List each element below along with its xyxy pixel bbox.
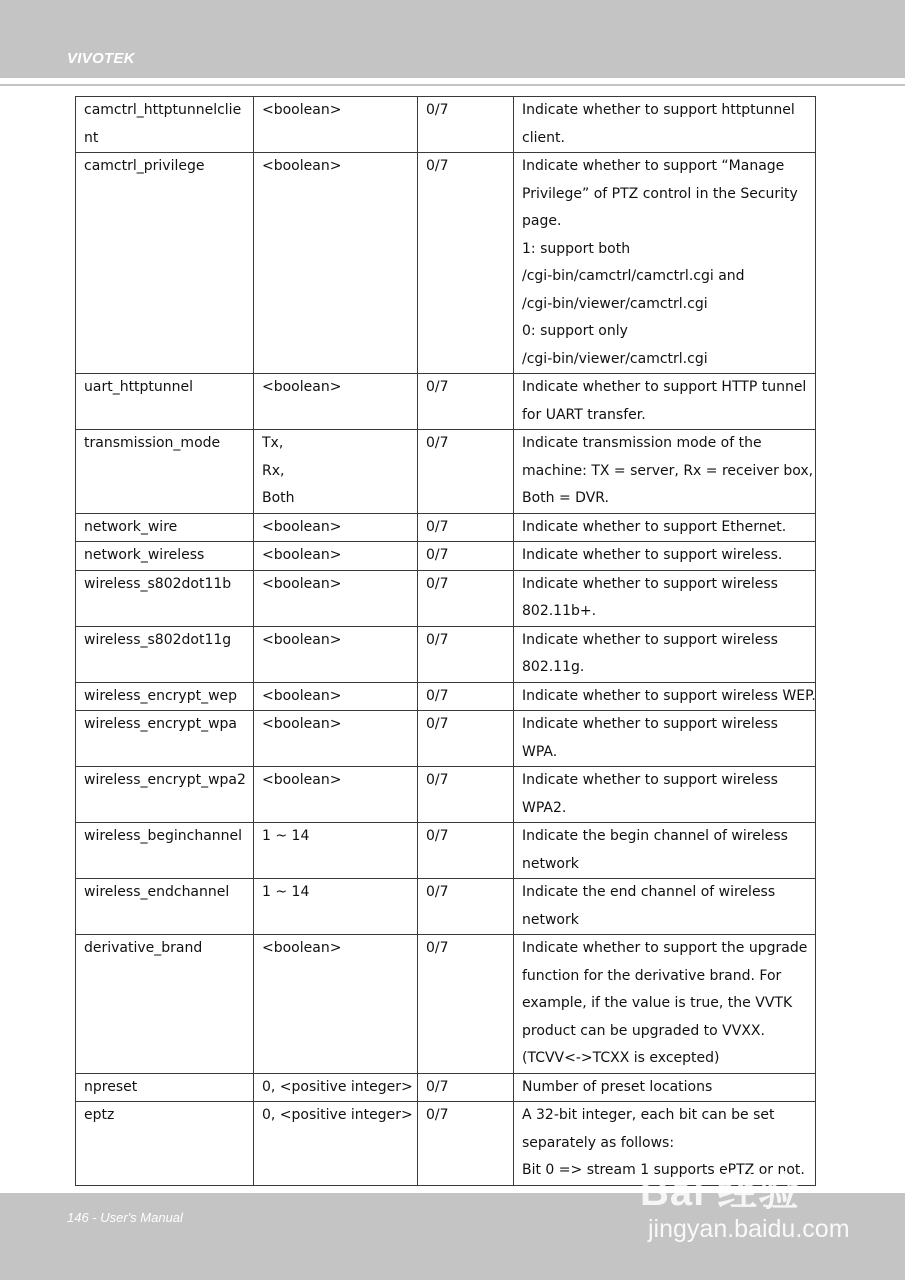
table-row — [76, 1102, 816, 1186]
cell-text-line: uart_httptunnel — [84, 379, 194, 395]
header-divider — [0, 84, 905, 86]
param-name-cell — [76, 97, 254, 153]
param-name-cell — [76, 767, 254, 823]
cell-text-line: 0/7 — [426, 518, 449, 535]
param-security-cell — [418, 374, 514, 430]
cell-text-line: Indicate whether to support wireless — [522, 716, 778, 732]
cell-text-line: 0/7 — [426, 435, 449, 451]
param-name-cell — [76, 626, 254, 682]
param-value-cell — [254, 1073, 418, 1102]
cell-text-line: <boolean> — [262, 631, 342, 648]
table-row — [76, 823, 816, 879]
parameter-table — [75, 96, 816, 1186]
param-security-cell — [418, 682, 514, 711]
param-description-cell — [514, 570, 816, 626]
param-value-cell — [254, 542, 418, 571]
param-description-cell — [514, 879, 816, 935]
cell-text-line: machine: TX = server, Rx = receiver box, — [522, 462, 814, 479]
cell-text-line: 0/7 — [426, 102, 449, 118]
param-security-cell — [418, 1102, 514, 1186]
cell-text-line: Indicate transmission mode of the — [522, 435, 762, 451]
cell-text-line: /cgi-bin/viewer/camctrl.cgi — [522, 295, 708, 312]
cell-text-line: 0/7 — [426, 716, 449, 732]
cell-text-line: transmission_mode — [84, 435, 221, 451]
param-security-cell — [418, 97, 514, 153]
cell-text-line: 0/7 — [426, 940, 449, 956]
cell-text-line: Indicate whether to support httptunnel — [522, 102, 795, 118]
cell-text-line: wireless_encrypt_wpa — [84, 716, 238, 732]
cell-text-line: 0/7 — [426, 631, 449, 648]
param-value-cell — [254, 767, 418, 823]
param-name-cell — [76, 570, 254, 626]
table-row — [76, 626, 816, 682]
cell-text-line: Both — [262, 490, 295, 506]
cell-text-line: Rx, — [262, 462, 285, 479]
table-row — [76, 513, 816, 542]
param-name-cell — [76, 879, 254, 935]
param-value-cell — [254, 935, 418, 1074]
param-name-cell — [76, 711, 254, 767]
cell-text-line: separately as follows: — [522, 1134, 675, 1151]
cell-text-line: wireless_s802dot11b — [84, 575, 232, 592]
param-security-cell — [418, 1073, 514, 1102]
param-value-cell — [254, 374, 418, 430]
param-security-cell — [418, 430, 514, 514]
param-name-cell — [76, 823, 254, 879]
param-name-cell — [76, 1073, 254, 1102]
cell-text-line: Indicate whether to support HTTP tunnel — [522, 379, 807, 395]
cell-text-line: 0/7 — [426, 1078, 449, 1095]
table-row — [76, 682, 816, 711]
param-description-cell — [514, 374, 816, 430]
param-description-cell — [514, 682, 816, 711]
param-security-cell — [418, 542, 514, 571]
param-value-cell — [254, 1102, 418, 1186]
cell-text-line: 802.11g. — [522, 659, 585, 675]
cell-text-line: /cgi-bin/viewer/camctrl.cgi — [522, 350, 708, 367]
cell-text-line: 802.11b+. — [522, 603, 597, 619]
param-description-cell — [514, 1102, 816, 1186]
cell-text-line: Indicate whether to support wireless. — [522, 547, 783, 563]
param-description-cell — [514, 626, 816, 682]
param-name-cell — [76, 1102, 254, 1186]
cell-text-line: 1 ~ 14 — [262, 884, 310, 900]
cell-text-line: camctrl_privilege — [84, 158, 205, 174]
param-value-cell — [254, 97, 418, 153]
cell-text-line: network_wireless — [84, 547, 205, 563]
table-row — [76, 879, 816, 935]
cell-text-line: 1: support both — [522, 240, 631, 257]
cell-text-line: 0/7 — [426, 772, 449, 788]
cell-text-line: <boolean> — [262, 518, 342, 535]
cell-text-line: 0, <positive integer> — [262, 1107, 413, 1123]
cell-text-line: npreset — [84, 1078, 138, 1095]
cell-text-line: Indicate whether to support wireless — [522, 575, 778, 592]
cell-text-line: Privilege” of PTZ control in the Security — [522, 185, 798, 202]
table-row — [76, 97, 816, 153]
param-description-cell — [514, 153, 816, 374]
cell-text-line: <boolean> — [262, 772, 342, 788]
cell-text-line: Number of preset locations — [522, 1078, 713, 1095]
cell-text-line: 1 ~ 14 — [262, 828, 310, 844]
cell-text-line: Indicate whether to support wireless — [522, 772, 778, 788]
table-row — [76, 1073, 816, 1102]
cell-text-line: Indicate whether to support wireless WEP. — [522, 687, 816, 704]
param-security-cell — [418, 767, 514, 823]
brand-logo: VIVOTEK — [67, 50, 135, 67]
table-row — [76, 711, 816, 767]
param-value-cell — [254, 513, 418, 542]
header-bar — [0, 0, 905, 78]
param-value-cell — [254, 823, 418, 879]
cell-text-line: <boolean> — [262, 379, 342, 395]
cell-text-line: WPA. — [522, 743, 558, 760]
param-security-cell — [418, 711, 514, 767]
param-description-cell — [514, 1073, 816, 1102]
cell-text-line: 0/7 — [426, 687, 449, 704]
cell-text-line: derivative_brand — [84, 940, 203, 956]
param-security-cell — [418, 935, 514, 1074]
cell-text-line: 0/7 — [426, 828, 449, 844]
cell-text-line: wireless_beginchannel — [84, 828, 243, 844]
table-row — [76, 153, 816, 374]
cell-text-line: 0/7 — [426, 158, 449, 174]
param-value-cell — [254, 626, 418, 682]
page-number-label: 146 - User's Manual — [67, 1210, 183, 1225]
table-row — [76, 430, 816, 514]
table-row — [76, 374, 816, 430]
cell-text-line: for UART transfer. — [522, 406, 646, 423]
param-security-cell — [418, 570, 514, 626]
cell-text-line: Indicate whether to support Ethernet. — [522, 518, 787, 535]
cell-text-line: Both = DVR. — [522, 490, 609, 506]
cell-text-line: network_wire — [84, 518, 178, 535]
cell-text-line: wireless_s802dot11g — [84, 631, 232, 648]
cell-text-line: 0, <positive integer> — [262, 1078, 413, 1095]
cell-text-line: Indicate whether to support wireless — [522, 631, 778, 648]
param-name-cell — [76, 935, 254, 1074]
cell-text-line: Indicate whether to support “Manage — [522, 158, 785, 174]
cell-text-line: 0/7 — [426, 575, 449, 592]
param-value-cell — [254, 879, 418, 935]
cell-text-line: camctrl_httptunnelclie — [84, 102, 242, 118]
param-security-cell — [418, 823, 514, 879]
table-row — [76, 570, 816, 626]
cell-text-line: function for the derivative brand. For — [522, 967, 782, 984]
cell-text-line: 0: support only — [522, 323, 628, 339]
cell-text-line: network — [522, 911, 579, 928]
cell-text-line: <boolean> — [262, 158, 342, 174]
watermark-logo-text: Bai 经验 — [640, 1170, 800, 1214]
param-value-cell — [254, 153, 418, 374]
cell-text-line: Bit 0 => stream 1 supports ePTZ or not. — [522, 1162, 805, 1178]
param-name-cell — [76, 374, 254, 430]
table-row — [76, 935, 816, 1074]
param-description-cell — [514, 767, 816, 823]
param-name-cell — [76, 513, 254, 542]
param-name-cell — [76, 682, 254, 711]
cell-text-line: 0/7 — [426, 1107, 449, 1123]
cell-text-line: network — [522, 855, 579, 872]
param-description-cell — [514, 513, 816, 542]
cell-text-line: nt — [84, 129, 99, 146]
param-name-cell — [76, 153, 254, 374]
param-value-cell — [254, 682, 418, 711]
cell-text-line: client. — [522, 129, 565, 146]
cell-text-line: example, if the value is true, the VVTK — [522, 995, 793, 1011]
cell-text-line: eptz — [84, 1107, 115, 1123]
cell-text-line: Tx, — [262, 435, 284, 451]
footer-bar — [0, 1193, 905, 1280]
table-row — [76, 767, 816, 823]
cell-text-line: /cgi-bin/camctrl/camctrl.cgi and — [522, 268, 745, 284]
param-security-cell — [418, 626, 514, 682]
cell-text-line: 0/7 — [426, 884, 449, 900]
param-name-cell — [76, 430, 254, 514]
param-name-cell — [76, 542, 254, 571]
cell-text-line: wireless_encrypt_wpa2 — [84, 772, 246, 788]
cell-text-line: Indicate the end channel of wireless — [522, 884, 776, 900]
param-security-cell — [418, 153, 514, 374]
cell-text-line: product can be upgraded to VVXX. — [522, 1022, 765, 1039]
cell-text-line: <boolean> — [262, 547, 342, 563]
cell-text-line: 0/7 — [426, 547, 449, 563]
param-security-cell — [418, 879, 514, 935]
param-description-cell — [514, 935, 816, 1074]
param-value-cell — [254, 430, 418, 514]
cell-text-line: <boolean> — [262, 716, 342, 732]
param-description-cell — [514, 430, 816, 514]
param-description-cell — [514, 97, 816, 153]
table-row — [76, 542, 816, 571]
cell-text-line: Indicate whether to support the upgrade — [522, 940, 808, 956]
cell-text-line: Indicate the begin channel of wireless — [522, 828, 788, 844]
cell-text-line: wireless_endchannel — [84, 884, 230, 900]
cell-text-line: <boolean> — [262, 575, 342, 592]
cell-text-line: 0/7 — [426, 379, 449, 395]
cell-text-line: A 32-bit integer, each bit can be set — [522, 1107, 775, 1123]
watermark-url: jingyan.baidu.com — [648, 1215, 850, 1243]
cell-text-line: (TCVV<->TCXX is excepted) — [522, 1050, 720, 1066]
param-security-cell — [418, 513, 514, 542]
param-description-cell — [514, 823, 816, 879]
cell-text-line: page. — [522, 213, 562, 229]
param-description-cell — [514, 711, 816, 767]
param-description-cell — [514, 542, 816, 571]
cell-text-line: <boolean> — [262, 102, 342, 118]
param-value-cell — [254, 711, 418, 767]
param-value-cell — [254, 570, 418, 626]
cell-text-line: wireless_encrypt_wep — [84, 687, 238, 704]
cell-text-line: <boolean> — [262, 940, 342, 956]
cell-text-line: <boolean> — [262, 687, 342, 704]
cell-text-line: WPA2. — [522, 799, 567, 816]
